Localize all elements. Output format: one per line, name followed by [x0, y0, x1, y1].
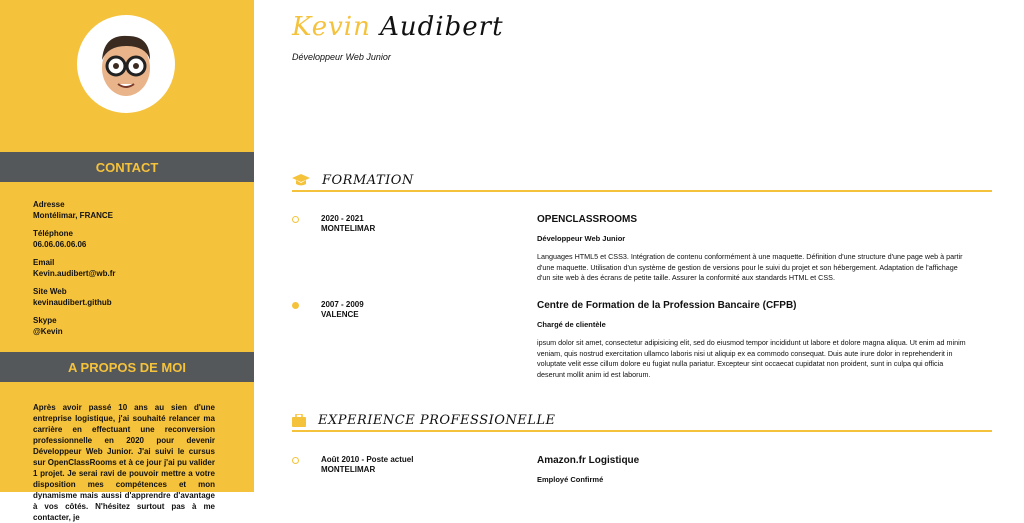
- avatar: [77, 15, 175, 113]
- website-label: Site Web: [33, 287, 67, 296]
- entry-role: Chargé de clientèle: [537, 320, 606, 329]
- about-heading: A PROPOS DE MOI: [0, 352, 254, 382]
- about-text: Après avoir passé 10 ans au sien d'une entreprise logistique, j'ai souhaité relancer ma carrière en effectuant une reconversion professionnelle en 2020 pour devenir Développeur Web Junior. J'ai suivi le cursus sur OpenClassRooms et à ce jour j'ai pu valider 1 projet. Je serai ravi de pouvoir mettre a votre disposition mes compétences et mon dynamisme mais aussi d'apprendre d'avantage à vos côtés. N'hésitez surtout pas à me contacter, je: [33, 403, 215, 522]
- entry-place: MONTELIMAR: [321, 224, 376, 233]
- entry-place: VALENCE: [321, 310, 359, 319]
- graduation-cap-icon: [292, 174, 310, 186]
- contact-info: [33, 200, 115, 345]
- website-link[interactable]: kevinaudibert.github: [33, 297, 112, 307]
- experience-title: EXPERIENCE PROFESSIONELLE: [318, 412, 556, 428]
- entry-org: Centre de Formation de la Profession Bancaire (CFPB): [537, 300, 797, 311]
- timeline-dot-icon: [292, 216, 299, 223]
- avatar-icon: [86, 24, 166, 104]
- timeline-dot-icon: [292, 457, 299, 464]
- formation-heading: [292, 170, 992, 192]
- timeline-dot-icon: [292, 302, 299, 309]
- phone-label: Téléphone: [33, 229, 74, 238]
- address-value: Montélimar, FRANCE: [33, 210, 114, 220]
- email-link[interactable]: Kevin.audibert@wb.fr: [33, 268, 116, 278]
- skype-value: @Kevin: [33, 326, 63, 336]
- page-title: [292, 12, 504, 42]
- entry-desc: ipsum dolor sit amet, consectetur adipisicing elit, sed do eiusmod tempor incididunt ut labore et dolore magna aliqua. Ut enim ad minim veniam, quis nostrud exercitation ullamco laboris nisi ut aliquip ex ea commodo consequat. Duis aute irure dolor in reprehenderit in voluptate velit esse cillum dolore eu fugiat nulla pariatur. Excepteur sint occaecat cupidatat non proident, sunt in culpa qui officia deserunt mollit anim id est laborum.: [537, 338, 966, 379]
- sidebar: [0, 0, 254, 522]
- skype-label: Skype: [33, 316, 57, 325]
- entry-role: Développeur Web Junior: [537, 234, 626, 243]
- email-label: Email: [33, 258, 55, 267]
- formation-title: FORMATION: [322, 172, 414, 188]
- entry-role: Employé Confirmé: [537, 475, 604, 484]
- address-label: Adresse: [33, 200, 65, 209]
- briefcase-icon: [292, 414, 306, 427]
- first-name: Kevin: [292, 12, 371, 42]
- entry-place: MONTELIMAR: [321, 465, 376, 474]
- entry-dates: 2007 - 2009: [321, 300, 364, 309]
- job-subtitle: Développeur Web Junior: [292, 52, 391, 62]
- last-name: Audibert: [380, 12, 504, 42]
- entry-desc: Languages HTML5 et CSS3. Intégration de contenu conformément à une maquette. Définition d'une structure d'une page web à partir d'une maquette. Utilisation d'un système de gestion de versions pour le suivi du projet et son hébergement. Adaptation de l'affichage d'un site web à des écrans de petite taille. Assurer la conformité aux standards HTML et CSS.: [537, 252, 963, 282]
- entry-dates: Août 2010 - Poste actuel: [321, 455, 414, 464]
- entry-dates: 2020 - 2021: [321, 214, 364, 223]
- phone-value[interactable]: 06.06.06.06.06: [33, 239, 87, 249]
- entry-org: OPENCLASSROOMS: [537, 214, 638, 225]
- experience-heading: [292, 410, 992, 432]
- contact-heading: CONTACT: [0, 152, 254, 182]
- entry-org: Amazon.fr Logistique: [537, 455, 640, 466]
